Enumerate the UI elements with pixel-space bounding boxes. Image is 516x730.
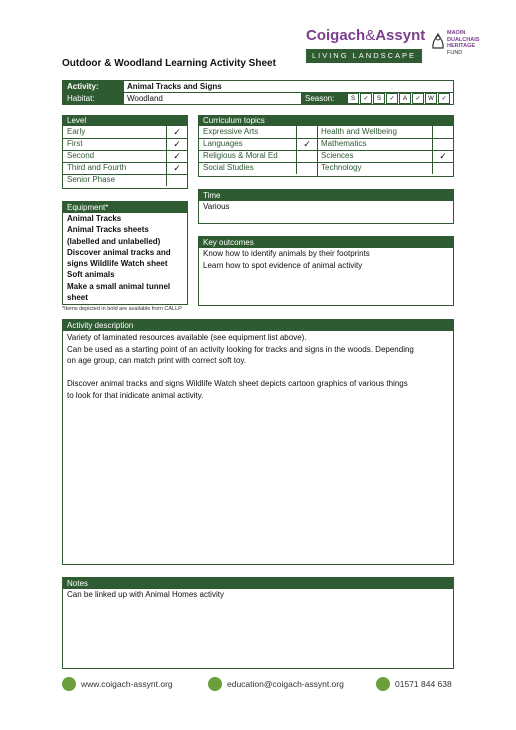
email-icon xyxy=(208,677,222,691)
season-cells xyxy=(347,93,453,104)
description-line xyxy=(67,367,453,379)
season-check: ✓ xyxy=(412,93,424,104)
heritage-line-4: FUND xyxy=(447,49,463,56)
page-title: Outdoor & Woodland Learning Activity Sheet xyxy=(62,58,276,69)
equipment-item: (labelled and unlabelled) xyxy=(67,236,161,246)
outcome-item: Know how to identify animals by their footprints xyxy=(203,249,370,258)
notes-panel xyxy=(62,577,454,669)
time-panel xyxy=(198,189,454,224)
equipment-panel xyxy=(62,201,188,305)
topic-technology: Technology xyxy=(317,162,453,174)
season-label: Season: xyxy=(305,94,335,103)
equipment-item: Animal Tracks xyxy=(67,214,122,223)
level-row-early: Early ✓ xyxy=(63,126,187,139)
topic-social-studies: Social Studies xyxy=(199,162,317,174)
logo-tagline: LIVING LANDSCAPE xyxy=(306,49,422,63)
topic-religious-moral: Religious & Moral Ed xyxy=(199,150,317,163)
logo-name-1: Coigach xyxy=(306,27,366,44)
topic-check: ✓ xyxy=(296,138,317,150)
topic-check xyxy=(296,150,317,162)
season-check: ✓ xyxy=(386,93,398,104)
level-check: ✓ xyxy=(166,162,187,174)
habitat-value: Woodland xyxy=(127,94,163,103)
topic-sciences: Sciences ✓ xyxy=(317,150,453,163)
activity-header xyxy=(62,80,454,105)
season-check: ✓ xyxy=(438,93,450,104)
equipment-footnote: *Items depicted in bold are available from CALLP xyxy=(62,306,182,312)
topic-check: ✓ xyxy=(432,150,453,162)
level-row-second: Second ✓ xyxy=(63,150,187,163)
description-line: on age group, can match print with correct soft toy. xyxy=(67,356,247,366)
topic-check xyxy=(432,126,453,138)
activity-label: Activity: xyxy=(67,82,99,91)
topic-check xyxy=(296,126,317,138)
phone-icon xyxy=(376,677,390,691)
level-check: ✓ xyxy=(166,150,187,162)
time-header: Time xyxy=(199,190,453,201)
description-line: Can be used as a starting point of an activity looking for tracks and signs in the woods. Depending xyxy=(67,344,414,354)
logo-name-2: Assynt xyxy=(375,27,426,44)
description-line: Variety of laminated resources available (see equipment list above). xyxy=(67,333,307,342)
equipment-header: Equipment* xyxy=(63,202,187,213)
notes-value: Can be linked up with Animal Homes activity xyxy=(67,590,224,599)
outcomes-header: Key outcomes xyxy=(199,237,453,248)
logo xyxy=(306,27,426,71)
habitat-label: Habitat: xyxy=(67,94,95,103)
level-panel xyxy=(62,115,188,189)
topic-check xyxy=(432,138,453,150)
logo-amp: & xyxy=(365,27,376,44)
notes-header: Notes xyxy=(63,578,453,589)
outcomes-panel xyxy=(198,236,454,306)
level-row-first: First ✓ xyxy=(63,138,187,151)
topic-health-wellbeing: Health and Wellbeing xyxy=(317,126,453,139)
equipment-item: signs Wildlife Watch sheet xyxy=(67,259,168,269)
level-header: Level xyxy=(63,116,187,126)
description-line: Discover animal tracks and signs Wildlife Watch sheet depicts cartoon graphics of various things xyxy=(67,379,408,389)
heritage-fund-logo xyxy=(430,30,492,70)
level-check: ✓ xyxy=(166,126,187,138)
heritage-line-2: DUALCHAIS xyxy=(447,36,480,43)
level-check xyxy=(166,174,187,186)
heritage-hands-icon xyxy=(430,32,446,50)
level-check: ✓ xyxy=(166,138,187,150)
equipment-item: Animal Tracks sheets xyxy=(67,225,149,235)
curriculum-header: Curriculum topics xyxy=(199,116,453,126)
footer xyxy=(62,677,462,693)
topic-check xyxy=(296,162,317,174)
equipment-item: Make a small animal tunnel xyxy=(67,281,171,291)
equipment-item: sheet xyxy=(67,293,88,303)
curriculum-panel xyxy=(198,115,454,177)
equipment-item: Discover animal tracks and xyxy=(67,247,171,257)
equipment-item: Soft animals xyxy=(67,270,115,280)
footer-phone[interactable]: 01571 844 638 xyxy=(395,679,452,689)
leaf-icon xyxy=(62,677,76,691)
time-value: Various xyxy=(203,202,230,211)
activity-value: Animal Tracks and Signs xyxy=(127,82,222,91)
footer-website[interactable]: www.coigach-assynt.org xyxy=(81,679,173,689)
description-header: Activity description xyxy=(63,320,453,331)
season-check: ✓ xyxy=(360,93,372,104)
level-row-senior: Senior Phase xyxy=(63,174,187,186)
topic-mathematics: Mathematics xyxy=(317,138,453,151)
season-cell: S xyxy=(373,93,385,104)
footer-email[interactable]: education@coigach-assynt.org xyxy=(227,679,344,689)
season-cell: W xyxy=(425,93,437,104)
topic-check xyxy=(432,162,453,174)
topic-languages: Languages ✓ xyxy=(199,138,317,151)
description-panel xyxy=(62,319,454,565)
heritage-line-1: MAOIN xyxy=(447,30,466,36)
season-cell: A xyxy=(399,93,411,104)
outcome-item: Learn how to spot evidence of animal activity xyxy=(203,260,363,270)
season-cell: S xyxy=(347,93,359,104)
description-line: to look for that inidicate animal activity. xyxy=(67,390,204,400)
topic-expressive-arts: Expressive Arts xyxy=(199,126,317,139)
heritage-line-3: HERITAGE xyxy=(447,43,476,49)
level-row-third-fourth: Third and Fourth ✓ xyxy=(63,162,187,175)
